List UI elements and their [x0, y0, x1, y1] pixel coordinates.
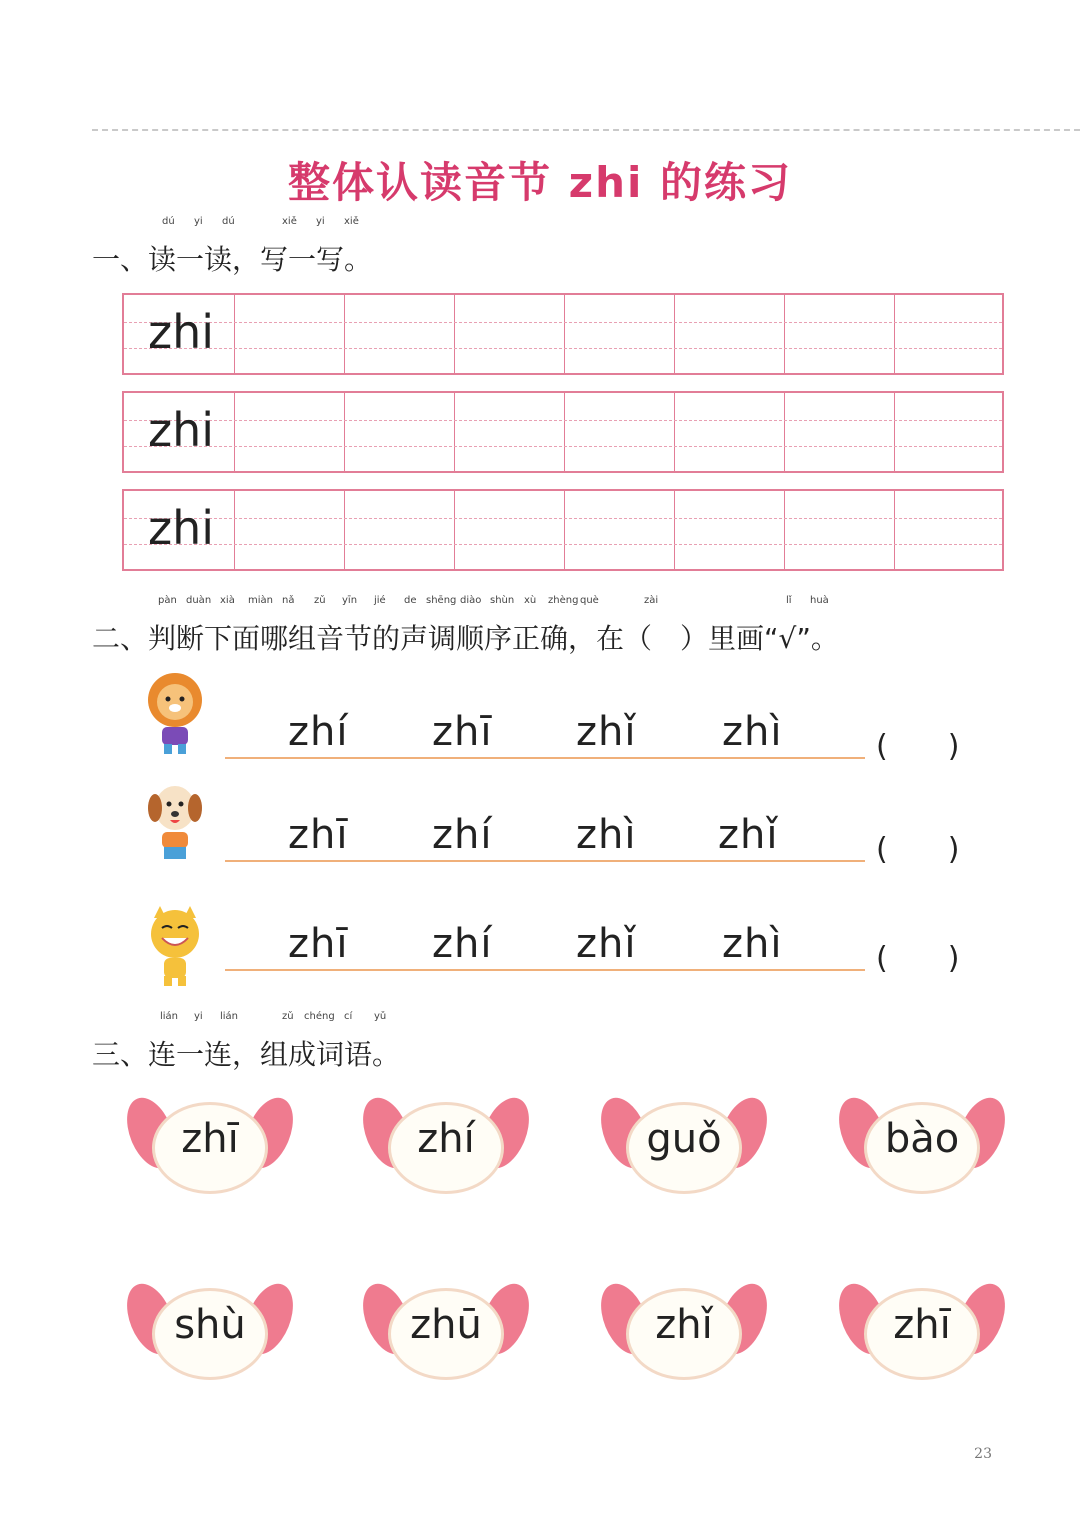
- check-answer-box[interactable]: ( ): [876, 729, 960, 764]
- tone-syllable: zhí: [288, 709, 349, 755]
- writing-cell[interactable]: [234, 393, 345, 471]
- top-divider: [92, 129, 1080, 131]
- answer-underline: [225, 969, 865, 971]
- badge-syllable: zhí: [417, 1116, 475, 1162]
- writing-grid-row: [122, 293, 1004, 375]
- writing-cell[interactable]: [894, 295, 1005, 373]
- tone-syllable: zhī: [432, 709, 493, 755]
- sample-syllable: zhi: [148, 305, 215, 359]
- writing-cell[interactable]: [784, 491, 895, 569]
- tone-syllable: zhǐ: [576, 921, 637, 967]
- sample-syllable: zhi: [148, 501, 215, 555]
- syllable-badge[interactable]: [838, 1094, 1006, 1202]
- writing-grid-row: [122, 391, 1004, 473]
- page-number: 23: [974, 1446, 992, 1462]
- answer-underline: [225, 757, 865, 759]
- writing-cell[interactable]: [674, 393, 785, 471]
- syllable-badge[interactable]: [126, 1280, 294, 1388]
- writing-cell[interactable]: [674, 295, 785, 373]
- section1-heading: dú yi dú xiě yi xiě 一、读一读，写一写。: [92, 216, 373, 276]
- section2-heading: pàn duàn xià miàn nǎ zǔ yīn jié de shēng diào shùn xù zhèng què zài lǐ huà 二、判断下面哪组音节的声调顺序正确，在（ ）里画“√”。: [92, 595, 839, 655]
- syllable-badge[interactable]: [126, 1094, 294, 1202]
- writing-cell[interactable]: [234, 295, 345, 373]
- writing-cell[interactable]: [564, 295, 675, 373]
- dog-icon: [140, 780, 210, 865]
- tone-syllable: zhǐ: [576, 709, 637, 755]
- writing-grid-row: [122, 489, 1004, 571]
- writing-cell[interactable]: [344, 393, 455, 471]
- syllable-badge[interactable]: [362, 1094, 530, 1202]
- tiger-icon: [140, 904, 210, 989]
- writing-cell[interactable]: [454, 491, 565, 569]
- writing-cell[interactable]: [454, 295, 565, 373]
- writing-cell[interactable]: [234, 491, 345, 569]
- writing-cell[interactable]: [784, 295, 895, 373]
- badge-syllable: zhū: [410, 1302, 482, 1348]
- page-title: 整体认读音节 zhi 的练习: [288, 158, 792, 207]
- check-answer-box[interactable]: ( ): [876, 941, 960, 976]
- badge-syllable: bào: [884, 1116, 960, 1162]
- syllable-badge[interactable]: [838, 1280, 1006, 1388]
- tone-syllable: zhì: [576, 812, 637, 858]
- syllable-badge[interactable]: [600, 1094, 768, 1202]
- badge-syllable: zhī: [893, 1302, 951, 1348]
- badge-syllable: zhǐ: [655, 1302, 713, 1348]
- writing-cell[interactable]: [454, 393, 565, 471]
- badge-syllable: zhī: [181, 1116, 239, 1162]
- tone-syllable: zhì: [722, 709, 783, 755]
- writing-cell[interactable]: [564, 491, 675, 569]
- lion-icon: [140, 672, 210, 757]
- tone-syllable: zhī: [288, 812, 349, 858]
- sample-syllable: zhi: [148, 403, 215, 457]
- badge-syllable: guǒ: [646, 1116, 722, 1162]
- writing-cell[interactable]: [784, 393, 895, 471]
- writing-cell[interactable]: [564, 393, 675, 471]
- tone-syllable: zhǐ: [718, 812, 779, 858]
- tone-syllable: zhì: [722, 921, 783, 967]
- section3-heading: lián yi lián zǔ chéng cí yǔ 三、连一连，组成词语。: [92, 1011, 401, 1071]
- tone-syllable: zhí: [432, 812, 493, 858]
- check-answer-box[interactable]: ( ): [876, 832, 960, 867]
- tone-syllable: zhī: [288, 921, 349, 967]
- syllable-badge[interactable]: [600, 1280, 768, 1388]
- writing-cell[interactable]: [344, 295, 455, 373]
- badge-syllable: shù: [174, 1302, 246, 1348]
- syllable-badge[interactable]: [362, 1280, 530, 1388]
- writing-cell[interactable]: [674, 491, 785, 569]
- answer-underline: [225, 860, 865, 862]
- tone-syllable: zhí: [432, 921, 493, 967]
- writing-cell[interactable]: [894, 491, 1005, 569]
- writing-cell[interactable]: [894, 393, 1005, 471]
- writing-cell[interactable]: [344, 491, 455, 569]
